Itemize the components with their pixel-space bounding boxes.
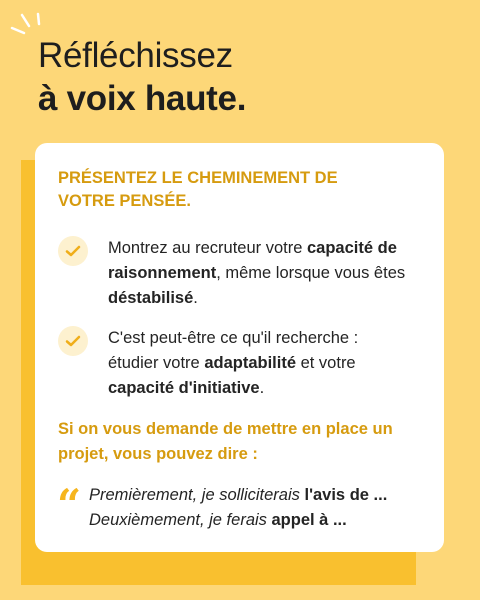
example-intro: Si on vous demande de mettre en place un projet, vous pouvez dire : (58, 420, 393, 463)
checklist-item-text: C'est peut-être ce qu'il recherche : étudier votre adaptabilité et votre capacité d'initiative. (108, 329, 359, 397)
title-line-2: à voix haute. (38, 79, 247, 118)
check-icon (58, 236, 88, 266)
tip-card (35, 143, 444, 552)
checklist-item-text: Montrez au recruteur votre capacité de raisonnement, même lorsque vous êtes déstabilisé. (108, 239, 406, 307)
check-icon (58, 326, 88, 356)
card-heading: PRÉSENTEZ LE CHEMINEMENT DE VOTRE PENSÉE. (58, 169, 338, 210)
quote-line-1: Premièrement, je solliciterais l'avis de ... (89, 486, 388, 504)
quote-line-2: Deuxièmement, je ferais appel à ... (89, 511, 347, 529)
page-title (38, 34, 246, 120)
quote-icon: “ (57, 480, 82, 529)
example-quote (89, 483, 429, 533)
title-line-1: Réfléchissez (38, 36, 233, 75)
